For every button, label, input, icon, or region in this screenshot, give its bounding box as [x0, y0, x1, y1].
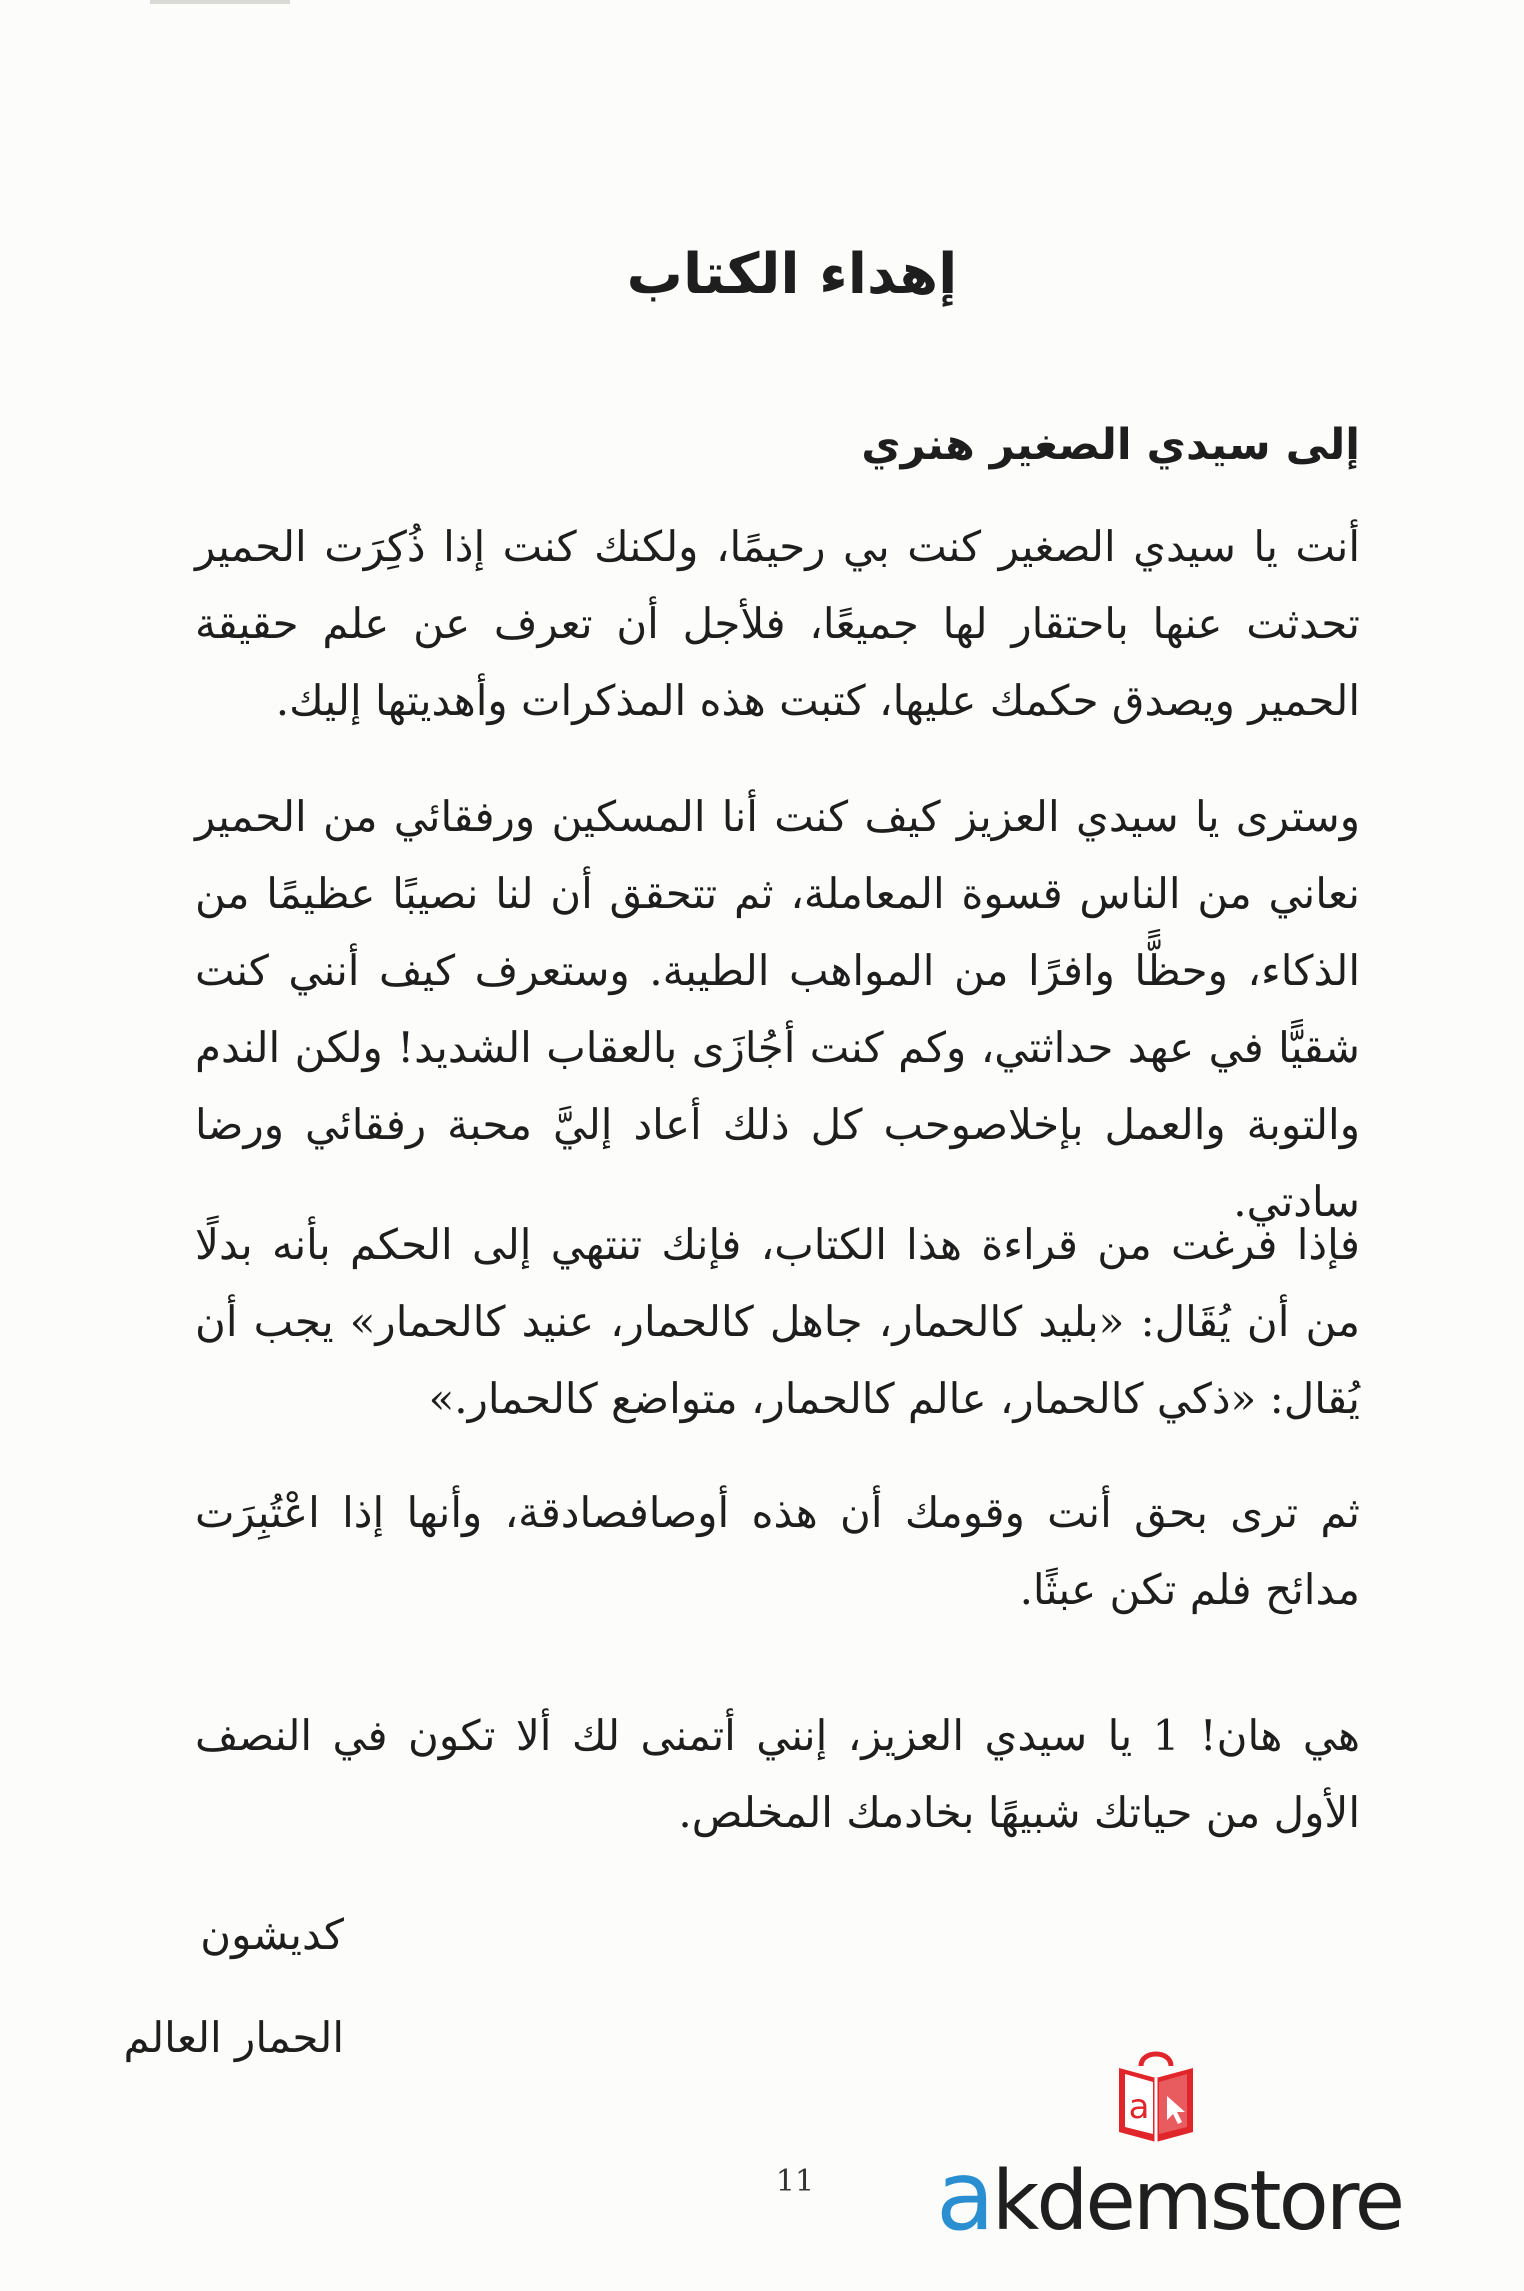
paragraph-4: ثم ترى بحق أنت وقومك أن هذه أوصافصادقة، وأنها إذا اعْتُبِرَت مدائح فلم تكن عبثًا.	[195, 1488, 1360, 1614]
page-title: إهداء الكتاب	[626, 242, 958, 307]
shopping-bag-book-icon	[1111, 2044, 1201, 2144]
page-number: 11	[775, 2164, 815, 2199]
signature-title: الحمار العالم	[123, 2013, 344, 2062]
paragraph-5: هي هان! 1 يا سيدي العزيز، إنني أتمنى لك ألا تكون في النصف الأول من حياتك شبيهًا بخادمك المخلص.	[195, 1711, 1360, 1837]
dedicatee-heading: إلى سيدي الصغير هنري	[861, 420, 1360, 470]
paragraph-3: فإذا فرغت من قراءة هذا الكتاب، فإنك تنتهي إلى الحكم بأنه بدلًا من أن يُقَال: «بليد كالحمار، جاهل كالحمار، عنيد كالحمار» يجب أن يُقال: «ذكي كالحمار، عالم كالحمار، متواضع كالحمار.»	[195, 1220, 1361, 1423]
store-watermark-logo	[936, 2044, 1403, 2252]
scan-edge-mark	[150, 0, 290, 4]
paragraph-1: أنت يا سيدي الصغير كنت بي رحيمًا، ولكنك كنت إذا ذُكِرَت الحمير تحدثت عنها باحتقار لها جميعًا، فلأجل أن تعرف عن علم حقيقة الحمير ويصدق حكمك عليها، كتبت هذه المذكرات وأهديتها إليك.	[195, 522, 1360, 725]
paragraph-2: وسترى يا سيدي العزيز كيف كنت أنا المسكين ورفقائي من الحمير نعاني من الناس قسوة المعاملة، ثم تتحقق أن لنا نصيبًا عظيمًا من الذكاء، وحظًّا وافرًا من المواهب الطيبة. وستعرف كيف أنني كنت شقيًّا في عهد حداثتي، وكم كنت أجُازَى بالعقاب الشديد! ولكن الندم والتوبة والعمل بإخلاصوحب كل ذلك أعاد إليَّ محبة رفقائي ورضا سادتي.	[195, 792, 1360, 1226]
brand-lead-letter: a	[936, 2140, 992, 2252]
store-brand-name	[936, 2140, 1403, 2252]
logo-icon-letter: a	[1128, 2087, 1150, 2127]
signature-name: كديشون	[200, 1910, 344, 1959]
brand-rest: kdemstore	[991, 2154, 1403, 2249]
